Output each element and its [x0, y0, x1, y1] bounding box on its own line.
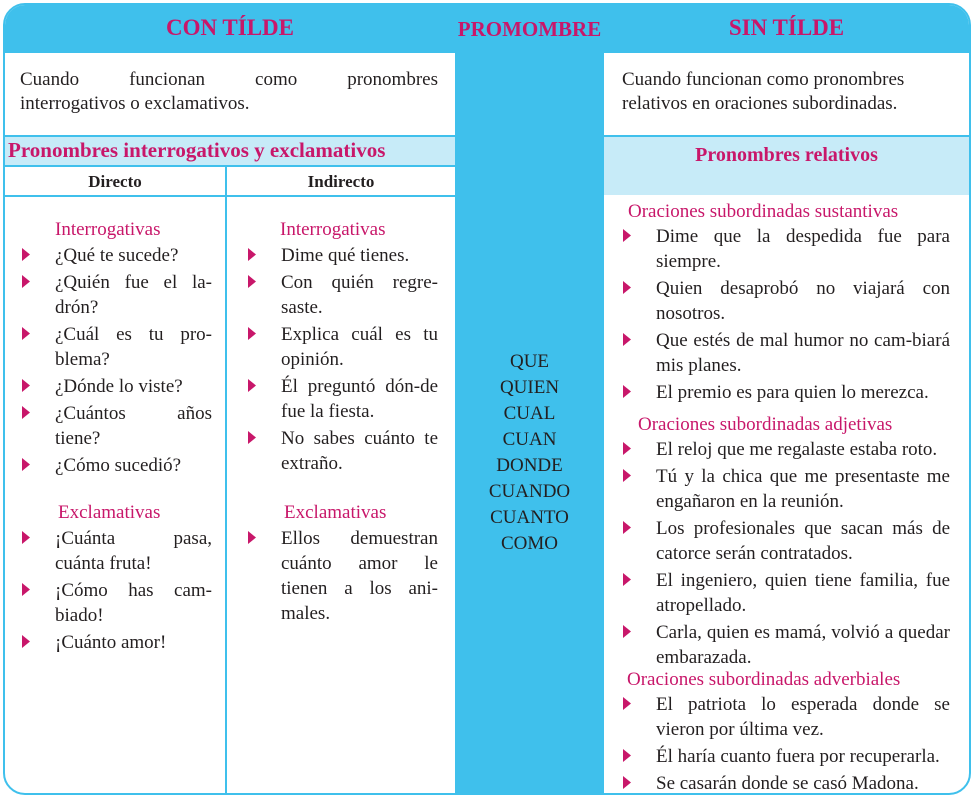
table-frame	[3, 3, 971, 795]
directo-head: Directo	[88, 172, 142, 191]
adverbiales-list	[623, 692, 950, 795]
list-item	[248, 270, 438, 320]
list-item	[623, 328, 950, 378]
bullet-icon	[623, 521, 631, 534]
bullet-icon	[623, 229, 631, 242]
bullet-icon	[623, 749, 631, 762]
list-item	[623, 516, 950, 566]
pronoun-item: QUIEN	[499, 377, 560, 398]
list-item-text: Que estés de mal humor no cam-biará mis planes.	[656, 330, 950, 376]
list-item	[623, 380, 950, 405]
list-item-text: Con quién regre-saste.	[281, 272, 438, 318]
pronoun-item: CUANTO	[490, 507, 569, 528]
bullet-icon	[248, 327, 256, 340]
bullet-icon	[248, 431, 256, 444]
list-item-text: Él preguntó dón-de fue la fiesta.	[281, 376, 438, 422]
left-band	[5, 135, 455, 167]
list-item-text: Él haría cuanto fuera por recuperarla.	[656, 746, 940, 767]
pronoun-list	[455, 349, 604, 557]
right-band-title: Pronombres relativos	[695, 144, 878, 166]
indirecto-interrog-label: Interrogativas	[280, 219, 386, 240]
list-item	[22, 630, 212, 655]
bullet-icon	[22, 379, 30, 392]
directo-exclam-label: Exclamativas	[58, 502, 161, 523]
bullet-icon	[22, 248, 30, 261]
bullet-icon	[623, 573, 631, 586]
header-sin-tilde: SIN TÍLDE	[728, 15, 845, 40]
sustantivas-label: Oraciones subordinadas sustantivas	[628, 201, 899, 222]
adjetivas-label: Oraciones subordinadas adjetivas	[638, 414, 893, 435]
list-item-text: ¿Quién fue el la-drón?	[55, 272, 212, 318]
list-item	[22, 526, 212, 576]
list-item	[623, 744, 950, 769]
list-item-text: Se casarán donde se casó Madona.	[656, 773, 919, 794]
list-item-text: No sabes cuánto te extraño.	[281, 428, 438, 474]
bullet-icon	[623, 385, 631, 398]
list-item-text: El ingeniero, quien tiene familia, fue atropellado.	[656, 570, 950, 616]
list-item-text: Dime qué tienes.	[281, 245, 410, 266]
list-item	[22, 453, 212, 478]
list-item	[248, 322, 438, 372]
list-item	[623, 568, 950, 618]
list-item-text: ¡Cuánto amor!	[55, 632, 167, 653]
list-item-text: Tú y la chica que me presentaste me engañaron en la reunión.	[656, 466, 950, 512]
bullet-icon	[248, 275, 256, 288]
list-item	[623, 620, 950, 670]
bullet-icon	[248, 379, 256, 392]
indirecto-interrog-list	[248, 243, 438, 478]
left-band-title: Pronombres interrogativos y exclamativos	[8, 138, 386, 162]
bullet-icon	[22, 327, 30, 340]
list-item	[248, 526, 438, 626]
header-pronombre: PROMOMBRE	[457, 17, 602, 41]
adjetivas-list	[623, 437, 950, 672]
bullet-icon	[22, 583, 30, 596]
bullet-icon	[623, 281, 631, 294]
adverbiales-label: Oraciones subordinadas adverbiales	[627, 669, 901, 690]
directo-interrog-label: Interrogativas	[55, 219, 161, 240]
list-item	[248, 243, 438, 268]
left-intro-line2: interrogativos o exclamativos.	[20, 93, 250, 114]
subhead-divider	[5, 195, 455, 197]
pronoun-item: CUAN	[502, 429, 557, 450]
indirecto-exclam-list	[248, 526, 438, 628]
list-item-text: Los profesionales que sacan más de catorce serán contratados.	[656, 518, 950, 564]
list-item-text: Carla, quien es mamá, volvió a quedar embarazada.	[656, 622, 950, 668]
list-item-text: ¿Cuántos años tiene?	[55, 403, 212, 449]
bullet-icon	[248, 531, 256, 544]
list-item-text: ¿Qué te sucede?	[55, 245, 179, 266]
directo-exclam-list	[22, 526, 212, 657]
bullet-icon	[623, 625, 631, 638]
list-item-text: Dime que la despedida fue para siempre.	[656, 226, 950, 272]
bullet-icon	[623, 442, 631, 455]
left-intro	[20, 68, 438, 116]
pronoun-item: CUAL	[503, 403, 556, 424]
list-item-text: El reloj que me regalaste estaba roto.	[656, 439, 938, 460]
sustantivas-list	[623, 224, 950, 407]
pronoun-item: DONDE	[496, 455, 563, 476]
list-item-text: ¿Cuál es tu pro-blema?	[55, 324, 212, 370]
list-item	[22, 322, 212, 372]
list-item	[623, 771, 950, 795]
right-band	[604, 135, 969, 195]
left-intro-line1: Cuando funcionan como pronombres	[20, 69, 438, 90]
header-con-tilde: CON TÍLDE	[165, 15, 295, 40]
pronoun-column	[455, 53, 604, 793]
list-item-text: ¿Cómo sucedió?	[55, 455, 182, 476]
list-item	[22, 270, 212, 320]
right-intro: Cuando funcionan como pronombres relativos en oraciones subordinadas.	[622, 69, 905, 114]
list-item-text: ¡Cómo has cam-biado!	[55, 580, 212, 626]
indirecto-exclam-label: Exclamativas	[284, 502, 387, 523]
list-item	[22, 578, 212, 628]
list-item	[623, 224, 950, 274]
list-item	[623, 437, 950, 462]
list-item-text: Quien desaprobó no viajará con nosotros.	[656, 278, 950, 324]
bullet-icon	[623, 333, 631, 346]
bullet-icon	[623, 469, 631, 482]
pronoun-item: CUANDO	[488, 481, 571, 502]
list-item	[22, 374, 212, 399]
bullet-icon	[623, 697, 631, 710]
directo-interrog-list	[22, 243, 212, 480]
list-item-text: Ellos demuestran cuánto amor le tienen a los ani-males.	[281, 528, 438, 624]
list-item	[248, 426, 438, 476]
list-item	[623, 276, 950, 326]
pronoun-item: QUE	[509, 351, 550, 372]
list-item-text: El premio es para quien lo merezca.	[656, 382, 929, 403]
bullet-icon	[22, 458, 30, 471]
bullet-icon	[22, 531, 30, 544]
indirecto-head: Indirecto	[307, 172, 375, 191]
list-item-text: Explica cuál es tu opinión.	[281, 324, 438, 370]
list-item-text: ¿Dónde lo viste?	[55, 376, 183, 397]
list-item	[623, 692, 950, 742]
bullet-icon	[22, 275, 30, 288]
list-item	[22, 243, 212, 268]
list-item	[248, 374, 438, 424]
bullet-icon	[22, 635, 30, 648]
header-band	[5, 5, 969, 53]
bullet-icon	[22, 406, 30, 419]
left-column-divider	[225, 167, 227, 793]
list-item-text: El patriota lo esperada donde se vieron por última vez.	[656, 694, 950, 740]
list-item	[22, 401, 212, 451]
list-item-text: ¡Cuánta pasa, cuánta fruta!	[55, 528, 212, 574]
pronoun-item: COMO	[500, 533, 558, 554]
bullet-icon	[248, 248, 256, 261]
list-item	[623, 464, 950, 514]
bullet-icon	[623, 776, 631, 789]
